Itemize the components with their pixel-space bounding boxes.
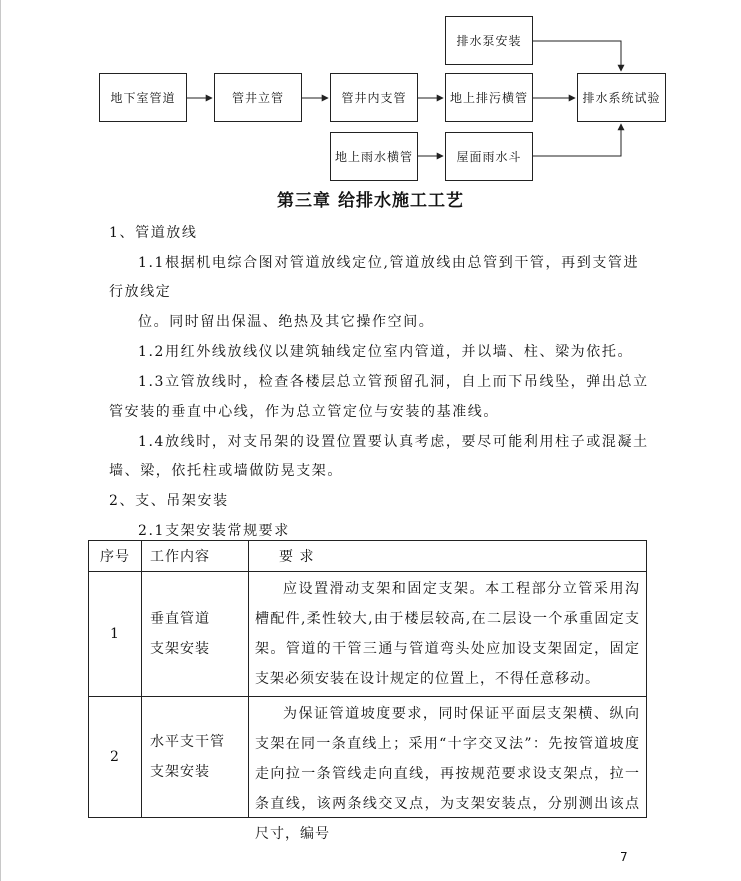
header-requirement: 要 求 (249, 541, 647, 572)
chapter-title: 第三章 给排水施工工艺 (277, 191, 464, 211)
header-work: 工作内容 (142, 541, 249, 572)
row-2-requirement: 为保证管道坡度要求，同时保证平面层支架横、纵向支架在同一条直线上；采用“十字交叉法”：先按管道坡度走向拉一条管线走向直线，再按规范要求设支架点，拉一条直线，该两条线交叉点，为支架安装点，分别测出该点尺寸，编号 (255, 706, 640, 842)
node-rain-horizontal: 地上雨水横管 (330, 132, 418, 181)
paragraph-1-3-line-2: 管安装的垂直中心线，作为总立管定位与安装的基准线。 (109, 404, 499, 420)
row-2-requirement-clip (255, 699, 640, 842)
paragraph-1-1-line-1: 1.1根据机电综合图对管道放线定位,管道放线由总管到干管，再到支管进 (138, 255, 640, 271)
row-2-work (142, 697, 249, 818)
subsection-2-1: 2.1支架安装常规要求 (138, 523, 290, 539)
support-requirements-table (88, 540, 647, 842)
arrow-pump-to-test (533, 41, 621, 71)
node-roof-rain-hopper: 屋面雨水斗 (445, 132, 533, 181)
node-shaft-riser: 管井立管 (214, 73, 302, 122)
row-1-no: 1 (89, 572, 142, 697)
table-row (89, 572, 647, 697)
row-1-work (142, 572, 249, 697)
node-drainage-system-test: 排水系统试验 (577, 73, 666, 122)
page-number: 7 (620, 850, 628, 864)
row-1-requirement: 应设置滑动支架和固定支架。本工程部分立管采用沟槽配件,柔性较大,由于楼层较高,在二层设一个承重固定支架。管道的干管三通与管道弯头处应加设支架固定，固定支架必须安装在设计规定的位置上，不得任意移动。 (255, 581, 640, 687)
row-2-no: 2 (89, 697, 142, 818)
row-1-work-line-1: 垂直管道 (150, 611, 210, 627)
table-header-row (89, 541, 647, 572)
row-2-requirement-cell (249, 697, 647, 842)
section-heading-support-install: 2、支、吊架安装 (109, 493, 229, 509)
table-row (89, 697, 647, 818)
row-2-work-line-2: 支架安装 (150, 764, 210, 780)
node-basement-pipe: 地下室管道 (99, 73, 187, 122)
header-no: 序号 (89, 541, 142, 572)
section-heading-pipe-layout: 1、管道放线 (109, 225, 198, 241)
paragraph-1-3-line-1: 1.3立管放线时，检查各楼层总立管预留孔洞，自上而下吊线坠，弹出总立 (138, 374, 649, 390)
paragraph-1-4-line-1: 1.4放线时，对支吊架的设置位置要认真考虑，要尽可能利用柱子或混凝土 (138, 434, 649, 450)
node-drainage-pump-install: 排水泵安装 (445, 16, 533, 65)
paragraph-1-1-line-3: 位。同时留出保温、绝热及其它操作空间。 (138, 314, 435, 330)
paragraph-1-4-line-2: 墙、梁，依托柱或墙做防晃支架。 (109, 463, 343, 479)
paragraph-1-2: 1.2用红外线放线仪以建筑轴线定位室内管道，并以墙、柱、梁为依托。 (138, 344, 634, 360)
row-2-work-line-1: 水平支干管 (150, 734, 225, 750)
node-sewage-horizontal: 地上排污横管 (445, 73, 533, 122)
arrow-hopper-to-test (533, 124, 621, 156)
node-shaft-branch: 管井内支管 (330, 73, 418, 122)
paragraph-1-1-line-2: 行放线定 (109, 284, 172, 300)
row-1-requirement-cell (249, 572, 647, 697)
row-1-work-line-2: 支架安装 (150, 641, 210, 657)
